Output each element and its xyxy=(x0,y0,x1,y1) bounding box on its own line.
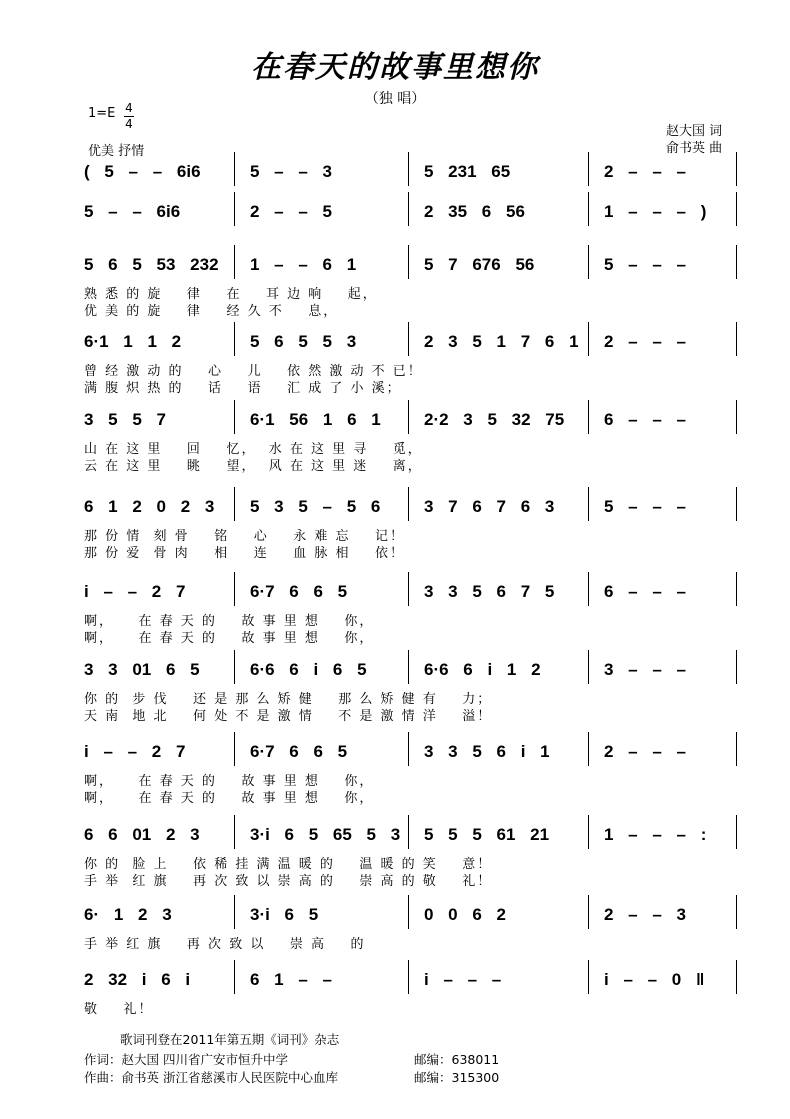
barline xyxy=(736,960,737,994)
barline xyxy=(408,572,409,606)
measure: 3 3 5 6 7 5 xyxy=(424,582,555,601)
measure: 5 231 65 xyxy=(424,162,511,181)
lyric-line: 山 在 这 里 回 忆， 水 在 这 里 寻 觅， xyxy=(84,442,423,457)
barline xyxy=(736,815,737,849)
barline xyxy=(234,322,235,356)
barline xyxy=(408,487,409,521)
notation-line xyxy=(0,970,790,994)
measure: 3 7 6 7 6 3 xyxy=(424,497,555,516)
lyric-line: 手 举 红 旗 再 次 致 以 崇 高 的 崇 高 的 敬 礼！ xyxy=(84,874,493,889)
barline xyxy=(736,152,737,186)
measure: 2 – – – xyxy=(604,332,686,351)
measure: 6 1 – – xyxy=(250,970,332,989)
time-signature xyxy=(124,102,134,131)
measure: 6·7 6 6 5 xyxy=(250,582,348,601)
lyric-line: 满 腹 炽 热 的 话 语 汇 成 了 小 溪； xyxy=(84,381,402,396)
song-title: 在春天的故事里想你 xyxy=(251,50,539,85)
barline xyxy=(408,650,409,684)
barline xyxy=(736,192,737,226)
barline xyxy=(736,650,737,684)
measure: 6· 1 2 3 xyxy=(84,905,172,924)
lyric-line: 啊， 在 春 天 的 故 事 里 想 你， xyxy=(84,614,375,629)
notation-line xyxy=(0,905,790,929)
barline xyxy=(408,732,409,766)
measure: 1 – – – ) xyxy=(604,202,707,221)
barline xyxy=(588,732,589,766)
barline xyxy=(408,152,409,186)
measure: 6·6 6 i 1 2 xyxy=(424,660,541,679)
measure: 5 3 5 – 5 6 xyxy=(250,497,381,516)
barline xyxy=(234,572,235,606)
lyric-line: 敬 礼！ xyxy=(84,1002,154,1017)
measure: 0 0 6 2 xyxy=(424,905,506,924)
barline xyxy=(588,960,589,994)
barline xyxy=(736,732,737,766)
notation-line xyxy=(0,582,790,606)
time-signature-bottom: 4 xyxy=(125,117,133,131)
measure: 5 7 676 56 xyxy=(424,255,535,274)
lyricist-info: 作词：赵大国 四川省广安市恒升中学 xyxy=(84,1052,288,1067)
lyric-line: 啊， 在 春 天 的 故 事 里 想 你， xyxy=(84,631,375,646)
barline xyxy=(588,245,589,279)
barline xyxy=(234,960,235,994)
barline xyxy=(234,192,235,226)
barline xyxy=(408,245,409,279)
measure: 3 – – – xyxy=(604,660,686,679)
measure: 2·2 3 5 32 75 xyxy=(424,410,565,429)
lyricist-postcode: 邮编：638011 xyxy=(414,1052,500,1067)
barline xyxy=(588,400,589,434)
measure: 5 6 5 5 3 xyxy=(250,332,357,351)
barline xyxy=(588,152,589,186)
barline xyxy=(234,895,235,929)
measure: 3·i 6 5 65 5 3 xyxy=(250,825,401,844)
barline xyxy=(408,815,409,849)
barline xyxy=(234,650,235,684)
measure: 3 3 01 6 5 xyxy=(84,660,200,679)
barline xyxy=(736,572,737,606)
lyric-line: 那 份 情 刻 骨 铭 心 永 难 忘 记！ xyxy=(84,529,406,544)
subtitle: （独 唱） xyxy=(364,91,426,107)
measure: 5 – – 6i6 xyxy=(84,202,181,221)
time-signature-top: 4 xyxy=(125,101,133,115)
measure: 2 – – – xyxy=(604,162,686,181)
barline xyxy=(588,322,589,356)
measure: 5 – – – xyxy=(604,255,686,274)
barline xyxy=(234,400,235,434)
barline xyxy=(736,895,737,929)
measure: 6 6 01 2 3 xyxy=(84,825,200,844)
lyric-line: 啊， 在 春 天 的 故 事 里 想 你， xyxy=(84,774,375,789)
measure: 3·i 6 5 xyxy=(250,905,319,924)
measure: 2 – – – xyxy=(604,742,686,761)
measure: 2 – – 3 xyxy=(604,905,686,924)
barline xyxy=(408,895,409,929)
measure: ( 5 – – 6i6 xyxy=(84,162,201,181)
measure: i – – – xyxy=(424,970,502,989)
measure: 5 6 5 53 232 xyxy=(84,255,219,274)
barline xyxy=(736,487,737,521)
key-signature: 1=E xyxy=(88,106,116,121)
composer-info: 作曲：俞书英 浙江省慈溪市人民医院中心血库 xyxy=(84,1070,338,1085)
measure: 1 – – – : xyxy=(604,825,707,844)
lyric-line: 熟 悉 的 旋 律 在 耳 边 响 起， xyxy=(84,287,378,302)
measure: 2 35 6 56 xyxy=(424,202,525,221)
lyric-line: 那 份 爱 骨 肉 相 连 血 脉 相 依！ xyxy=(84,546,406,561)
lyric-line: 云 在 这 里 眺 望， 风 在 这 里 迷 离， xyxy=(84,459,423,474)
notation-line xyxy=(0,410,790,434)
barline xyxy=(736,245,737,279)
measure: 6 – – – xyxy=(604,410,686,429)
measure: 6 1 2 0 2 3 xyxy=(84,497,215,516)
barline xyxy=(736,400,737,434)
measure: i – – 2 7 xyxy=(84,742,186,761)
measure: 2 – – 5 xyxy=(250,202,332,221)
barline xyxy=(408,192,409,226)
barline xyxy=(588,572,589,606)
barline xyxy=(588,487,589,521)
lyricist-credit: 赵大国 词 xyxy=(666,124,723,139)
notation-line xyxy=(0,332,790,356)
measure: 2 3 5 1 7 6 1 xyxy=(424,332,579,351)
notation-line xyxy=(0,162,790,186)
barline xyxy=(234,815,235,849)
barline xyxy=(588,192,589,226)
lyric-line: 曾 经 激 动 的 心 儿 依 然 激 动 不 已！ xyxy=(84,364,423,379)
notation-line xyxy=(0,202,790,226)
notation-line xyxy=(0,742,790,766)
composer-postcode: 邮编：315300 xyxy=(414,1070,500,1085)
notation-line xyxy=(0,497,790,521)
lyric-line: 天 南 地 北 何 处 不 是 激 情 不 是 激 情 洋 溢！ xyxy=(84,709,493,724)
composer-credit: 俞书英 曲 xyxy=(666,141,723,156)
measure: 2 32 i 6 i xyxy=(84,970,191,989)
measure: 5 – – – xyxy=(604,497,686,516)
barline xyxy=(408,960,409,994)
measure: 6 – – – xyxy=(604,582,686,601)
barline xyxy=(234,152,235,186)
publication-note: 歌词刊登在2011年第五期《词刊》杂志 xyxy=(120,1032,340,1047)
measure: 1 – – 6 1 xyxy=(250,255,357,274)
measure: i – – 0 ‖ xyxy=(604,970,705,989)
measure: i – – 2 7 xyxy=(84,582,186,601)
measure: 6·6 6 i 6 5 xyxy=(250,660,367,679)
barline xyxy=(588,650,589,684)
barline xyxy=(588,815,589,849)
lyric-line: 你 的 步 伐 还 是 那 么 矫 健 那 么 矫 健 有 力； xyxy=(84,692,493,707)
notation-line xyxy=(0,660,790,684)
lyric-line: 你 的 脸 上 依 稀 挂 满 温 暖 的 温 暖 的 笑 意！ xyxy=(84,857,493,872)
lyric-line: 优 美 的 旋 律 经 久 不 息， xyxy=(84,304,339,319)
measure: 3 5 5 7 xyxy=(84,410,166,429)
measure: 5 – – 3 xyxy=(250,162,332,181)
barline xyxy=(234,245,235,279)
barline xyxy=(234,732,235,766)
measure: 3 3 5 6 i 1 xyxy=(424,742,550,761)
barline xyxy=(588,895,589,929)
notation-line xyxy=(0,825,790,849)
lyric-line: 手 举 红 旗 再 次 致 以 崇 高 的 xyxy=(84,937,366,952)
barline xyxy=(736,322,737,356)
barline xyxy=(408,400,409,434)
measure: 5 5 5 61 21 xyxy=(424,825,550,844)
barline xyxy=(408,322,409,356)
measure: 6·1 1 1 2 xyxy=(84,332,182,351)
notation-line xyxy=(0,255,790,279)
tempo-mark: 优美 抒情 xyxy=(88,144,145,159)
measure: 6·7 6 6 5 xyxy=(250,742,348,761)
barline xyxy=(234,487,235,521)
measure: 6·1 56 1 6 1 xyxy=(250,410,381,429)
lyric-line: 啊， 在 春 天 的 故 事 里 想 你， xyxy=(84,791,375,806)
